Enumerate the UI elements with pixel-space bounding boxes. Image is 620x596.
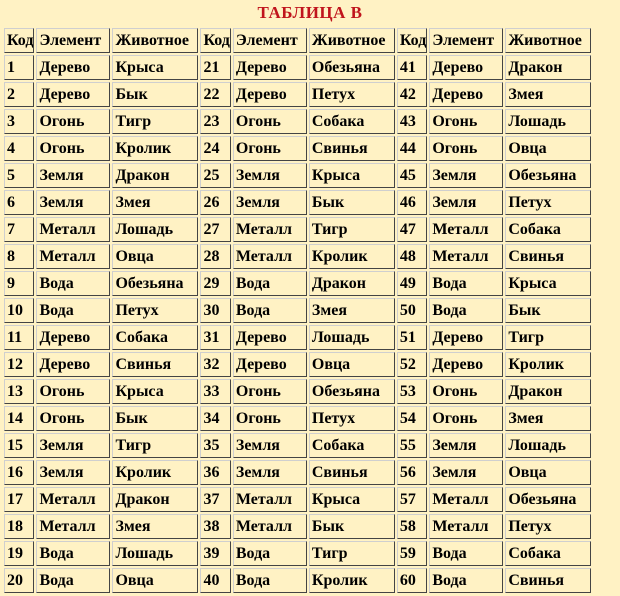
table-row [4, 136, 591, 161]
header-element: Элемент [233, 28, 307, 53]
cell-animal: Бык [309, 514, 395, 539]
cell-code: 53 [397, 379, 427, 404]
cell-element: Вода [233, 271, 307, 296]
cell-code: 29 [200, 271, 230, 296]
cell-element: Вода [233, 568, 307, 593]
cell-code: 28 [200, 244, 230, 269]
cell-code: 21 [200, 55, 230, 80]
cell-code: 48 [397, 244, 427, 269]
cell-animal: Тигр [309, 541, 395, 566]
cell-animal: Дракон [112, 163, 198, 188]
cell-code: 2 [4, 82, 34, 107]
cell-element: Земля [233, 460, 307, 485]
cell-animal: Змея [112, 190, 198, 215]
cell-element: Огонь [233, 406, 307, 431]
table-row [4, 244, 591, 269]
cell-element: Огонь [429, 379, 503, 404]
cell-element: Вода [36, 568, 110, 593]
cell-element: Металл [233, 487, 307, 512]
cell-code: 43 [397, 109, 427, 134]
cell-element: Вода [429, 568, 503, 593]
cell-element: Металл [233, 514, 307, 539]
cell-code: 60 [397, 568, 427, 593]
cell-element: Земля [429, 433, 503, 458]
cell-animal: Петух [505, 514, 591, 539]
cell-animal: Тигр [112, 109, 198, 134]
cell-element: Вода [429, 541, 503, 566]
cell-element: Металл [36, 514, 110, 539]
cell-element: Земля [429, 190, 503, 215]
cell-code: 34 [200, 406, 230, 431]
cell-animal: Обезьяна [309, 379, 395, 404]
cell-code: 24 [200, 136, 230, 161]
cell-code: 51 [397, 325, 427, 350]
cell-animal: Овца [505, 136, 591, 161]
table-title: ТАБЛИЦА В [257, 3, 363, 22]
zodiac-table [2, 26, 593, 595]
table-row [4, 82, 591, 107]
cell-code: 50 [397, 298, 427, 323]
cell-animal: Кролик [112, 136, 198, 161]
cell-code: 38 [200, 514, 230, 539]
cell-code: 22 [200, 82, 230, 107]
table-row [4, 109, 591, 134]
cell-code: 12 [4, 352, 34, 377]
cell-element: Огонь [36, 109, 110, 134]
table-row [4, 325, 591, 350]
cell-animal: Крыса [112, 55, 198, 80]
cell-element: Дерево [36, 55, 110, 80]
table-row [4, 271, 591, 296]
cell-element: Огонь [429, 406, 503, 431]
cell-code: 23 [200, 109, 230, 134]
cell-animal: Лошадь [505, 433, 591, 458]
cell-code: 58 [397, 514, 427, 539]
cell-animal: Кролик [505, 352, 591, 377]
cell-animal: Свинья [112, 352, 198, 377]
cell-element: Металл [36, 217, 110, 242]
cell-animal: Свинья [309, 136, 395, 161]
cell-code: 31 [200, 325, 230, 350]
cell-code: 5 [4, 163, 34, 188]
table-row [4, 190, 591, 215]
cell-code: 7 [4, 217, 34, 242]
cell-animal: Тигр [505, 325, 591, 350]
cell-element: Земля [233, 190, 307, 215]
cell-code: 35 [200, 433, 230, 458]
cell-element: Дерево [233, 55, 307, 80]
cell-animal: Тигр [309, 217, 395, 242]
cell-code: 4 [4, 136, 34, 161]
cell-element: Дерево [36, 352, 110, 377]
cell-code: 39 [200, 541, 230, 566]
table-row [4, 433, 591, 458]
cell-animal: Бык [112, 406, 198, 431]
cell-element: Земля [36, 163, 110, 188]
cell-code: 42 [397, 82, 427, 107]
cell-code: 41 [397, 55, 427, 80]
cell-animal: Обезьяна [505, 487, 591, 512]
cell-animal: Змея [309, 298, 395, 323]
header-code: Код [4, 28, 34, 53]
cell-element: Вода [36, 541, 110, 566]
cell-code: 33 [200, 379, 230, 404]
cell-animal: Змея [505, 82, 591, 107]
header-code: Код [397, 28, 427, 53]
cell-element: Вода [36, 271, 110, 296]
cell-animal: Свинья [505, 568, 591, 593]
cell-code: 54 [397, 406, 427, 431]
cell-code: 46 [397, 190, 427, 215]
cell-code: 52 [397, 352, 427, 377]
cell-element: Огонь [233, 136, 307, 161]
cell-code: 14 [4, 406, 34, 431]
cell-code: 11 [4, 325, 34, 350]
cell-animal: Бык [112, 82, 198, 107]
header-code: Код [200, 28, 230, 53]
cell-element: Дерево [36, 325, 110, 350]
table-row [4, 406, 591, 431]
table-row [4, 298, 591, 323]
cell-code: 10 [4, 298, 34, 323]
cell-animal: Дракон [112, 487, 198, 512]
cell-code: 8 [4, 244, 34, 269]
cell-element: Огонь [36, 406, 110, 431]
cell-element: Земля [36, 460, 110, 485]
cell-code: 56 [397, 460, 427, 485]
cell-animal: Собака [309, 109, 395, 134]
table-row [4, 568, 591, 593]
table-row [4, 460, 591, 485]
header-animal: Животное [309, 28, 395, 53]
cell-animal: Лошадь [309, 325, 395, 350]
table-row [4, 352, 591, 377]
cell-element: Металл [429, 514, 503, 539]
cell-code: 15 [4, 433, 34, 458]
cell-element: Огонь [36, 379, 110, 404]
cell-element: Земля [36, 190, 110, 215]
cell-element: Металл [233, 217, 307, 242]
cell-animal: Лошадь [112, 541, 198, 566]
cell-animal: Овца [309, 352, 395, 377]
cell-animal: Обезьяна [505, 163, 591, 188]
cell-animal: Петух [505, 190, 591, 215]
cell-element: Земля [233, 433, 307, 458]
cell-code: 59 [397, 541, 427, 566]
cell-animal: Обезьяна [112, 271, 198, 296]
cell-code: 16 [4, 460, 34, 485]
cell-animal: Кролик [309, 568, 395, 593]
cell-element: Дерево [429, 325, 503, 350]
cell-code: 30 [200, 298, 230, 323]
cell-element: Земля [429, 460, 503, 485]
table-row [4, 514, 591, 539]
cell-element: Вода [233, 298, 307, 323]
cell-animal: Свинья [505, 244, 591, 269]
cell-element: Огонь [233, 109, 307, 134]
cell-animal: Змея [112, 514, 198, 539]
cell-element: Дерево [429, 82, 503, 107]
cell-animal: Петух [309, 406, 395, 431]
cell-animal: Кролик [112, 460, 198, 485]
cell-animal: Крыса [112, 379, 198, 404]
cell-element: Дерево [233, 352, 307, 377]
cell-code: 20 [4, 568, 34, 593]
cell-animal: Собака [112, 325, 198, 350]
cell-code: 17 [4, 487, 34, 512]
cell-element: Земля [429, 163, 503, 188]
cell-code: 25 [200, 163, 230, 188]
cell-code: 19 [4, 541, 34, 566]
cell-animal: Змея [505, 406, 591, 431]
cell-element: Вода [233, 541, 307, 566]
cell-animal: Бык [309, 190, 395, 215]
cell-element: Огонь [233, 379, 307, 404]
cell-animal: Собака [505, 541, 591, 566]
cell-code: 6 [4, 190, 34, 215]
cell-element: Огонь [36, 136, 110, 161]
table-row [4, 379, 591, 404]
cell-element: Дерево [429, 352, 503, 377]
cell-animal: Овца [505, 460, 591, 485]
cell-code: 27 [200, 217, 230, 242]
cell-animal: Крыса [309, 163, 395, 188]
cell-element: Металл [36, 487, 110, 512]
cell-animal: Дракон [309, 271, 395, 296]
cell-element: Огонь [429, 109, 503, 134]
cell-element: Металл [429, 487, 503, 512]
cell-code: 32 [200, 352, 230, 377]
cell-animal: Кролик [309, 244, 395, 269]
cell-animal: Петух [309, 82, 395, 107]
header-animal: Животное [505, 28, 591, 53]
cell-element: Вода [429, 298, 503, 323]
cell-animal: Овца [112, 244, 198, 269]
cell-element: Металл [233, 244, 307, 269]
cell-animal: Овца [112, 568, 198, 593]
cell-element: Дерево [233, 82, 307, 107]
cell-code: 47 [397, 217, 427, 242]
cell-element: Металл [429, 217, 503, 242]
table-header-row [4, 28, 591, 53]
table-row [4, 217, 591, 242]
cell-element: Дерево [233, 325, 307, 350]
header-animal: Животное [112, 28, 198, 53]
cell-animal: Крыса [505, 271, 591, 296]
cell-code: 1 [4, 55, 34, 80]
cell-element: Дерево [429, 55, 503, 80]
cell-animal: Лошадь [505, 109, 591, 134]
cell-code: 18 [4, 514, 34, 539]
cell-code: 37 [200, 487, 230, 512]
cell-element: Вода [36, 298, 110, 323]
cell-code: 3 [4, 109, 34, 134]
cell-animal: Собака [309, 433, 395, 458]
cell-animal: Лошадь [112, 217, 198, 242]
cell-code: 9 [4, 271, 34, 296]
cell-code: 26 [200, 190, 230, 215]
cell-code: 55 [397, 433, 427, 458]
cell-animal: Тигр [112, 433, 198, 458]
cell-code: 49 [397, 271, 427, 296]
cell-animal: Дракон [505, 55, 591, 80]
header-element: Элемент [36, 28, 110, 53]
cell-animal: Петух [112, 298, 198, 323]
cell-code: 45 [397, 163, 427, 188]
cell-animal: Крыса [309, 487, 395, 512]
table-row [4, 163, 591, 188]
cell-element: Металл [36, 244, 110, 269]
cell-animal: Дракон [505, 379, 591, 404]
table-row [4, 541, 591, 566]
cell-animal: Бык [505, 298, 591, 323]
cell-animal: Обезьяна [309, 55, 395, 80]
cell-code: 44 [397, 136, 427, 161]
cell-element: Дерево [36, 82, 110, 107]
header-element: Элемент [429, 28, 503, 53]
table-row [4, 55, 591, 80]
cell-code: 40 [200, 568, 230, 593]
cell-code: 36 [200, 460, 230, 485]
cell-code: 13 [4, 379, 34, 404]
cell-animal: Свинья [309, 460, 395, 485]
cell-element: Земля [233, 163, 307, 188]
cell-element: Металл [429, 244, 503, 269]
cell-element: Земля [36, 433, 110, 458]
cell-animal: Собака [505, 217, 591, 242]
cell-code: 57 [397, 487, 427, 512]
cell-element: Огонь [429, 136, 503, 161]
cell-element: Вода [429, 271, 503, 296]
table-row [4, 487, 591, 512]
